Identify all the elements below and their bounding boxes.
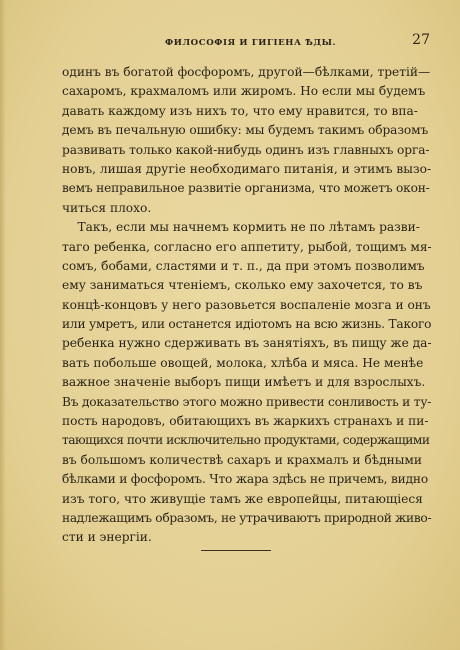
text-line: вемъ неправильное развитіе организма, что можетъ окон- [62,181,430,196]
text-line: ребенка нужно сдерживать въ занятіяхъ, въ пищу же да- [62,336,432,351]
text-line: или умретъ, или останется идіотомъ на всю жизнь. Такого [62,317,432,332]
body-text [62,63,432,548]
page-edge-shadow [0,0,6,650]
running-title: ФИЛОСОФІЯ И ГИГІЕНА ѢДЫ. [165,38,337,48]
text-line: читься плохо. [62,200,152,215]
text-line: демъ въ печальную ошибку: мы будемъ такимъ образомъ [62,123,429,138]
text-line: сомъ, бобами, сластями и т. п., да при этомъ позволимъ [62,258,425,273]
text-line: развивать только какой-нибудь одинъ изъ главныхъ орга- [62,142,430,157]
text-line: надлежащимъ образомъ, не утрачиваютъ природной живо- [62,510,432,525]
text-line: новъ, лишая другіе необходимаго питанія, и этимъ вызо- [62,161,432,176]
text-line: таго ребенка, согласно его аппетиту, рыбой, тощимъ мя- [62,239,432,254]
text-line: тающихся почти исключительно продуктами, содержащими [62,433,430,448]
text-line: бѣлками и фосфоромъ. Что жара здѣсь не причемъ, видно [62,472,428,487]
text-line: изъ того, что живущіе тамъ же европейцы, питающіеся [62,491,423,506]
text-line: давать каждому изъ нихъ то, что ему нравится, то впа- [62,103,418,118]
page-number: 27 [412,32,430,48]
text-line: въ большомъ количествѣ сахаръ и крахмалъ и бѣдными [62,452,423,467]
text-line: сти и энергіи. [62,530,152,545]
end-rule [201,550,271,551]
text-line: сахаромъ, крахмаломъ или жиромъ. Но если мы будемъ [62,84,426,99]
text-line: важное значеніе выборъ пищи имѣетъ и для взрослыхъ. [62,375,426,390]
text-line: Въ доказательство этого можно привести сонливость и ту- [62,394,432,409]
text-line: Такъ, если мы начнемъ кормить не по лѣтамъ разви- [62,220,420,235]
text-line: вать побольше овощей, молока, хлѣба и мяса. Не менѣе [62,355,424,370]
text-line: ему заниматься чтеніемъ, сколько ему захочется, то въ [62,278,423,293]
text-line: пость народовъ, обитающихъ въ жаркихъ странахъ и пи- [62,414,429,429]
text-line: концѣ-концовъ у него разовьется воспаленіе мозга и онъ [62,297,431,312]
text-line: одинъ въ богатой фосфоромъ, другой—бѣлками, третій— [62,65,431,79]
